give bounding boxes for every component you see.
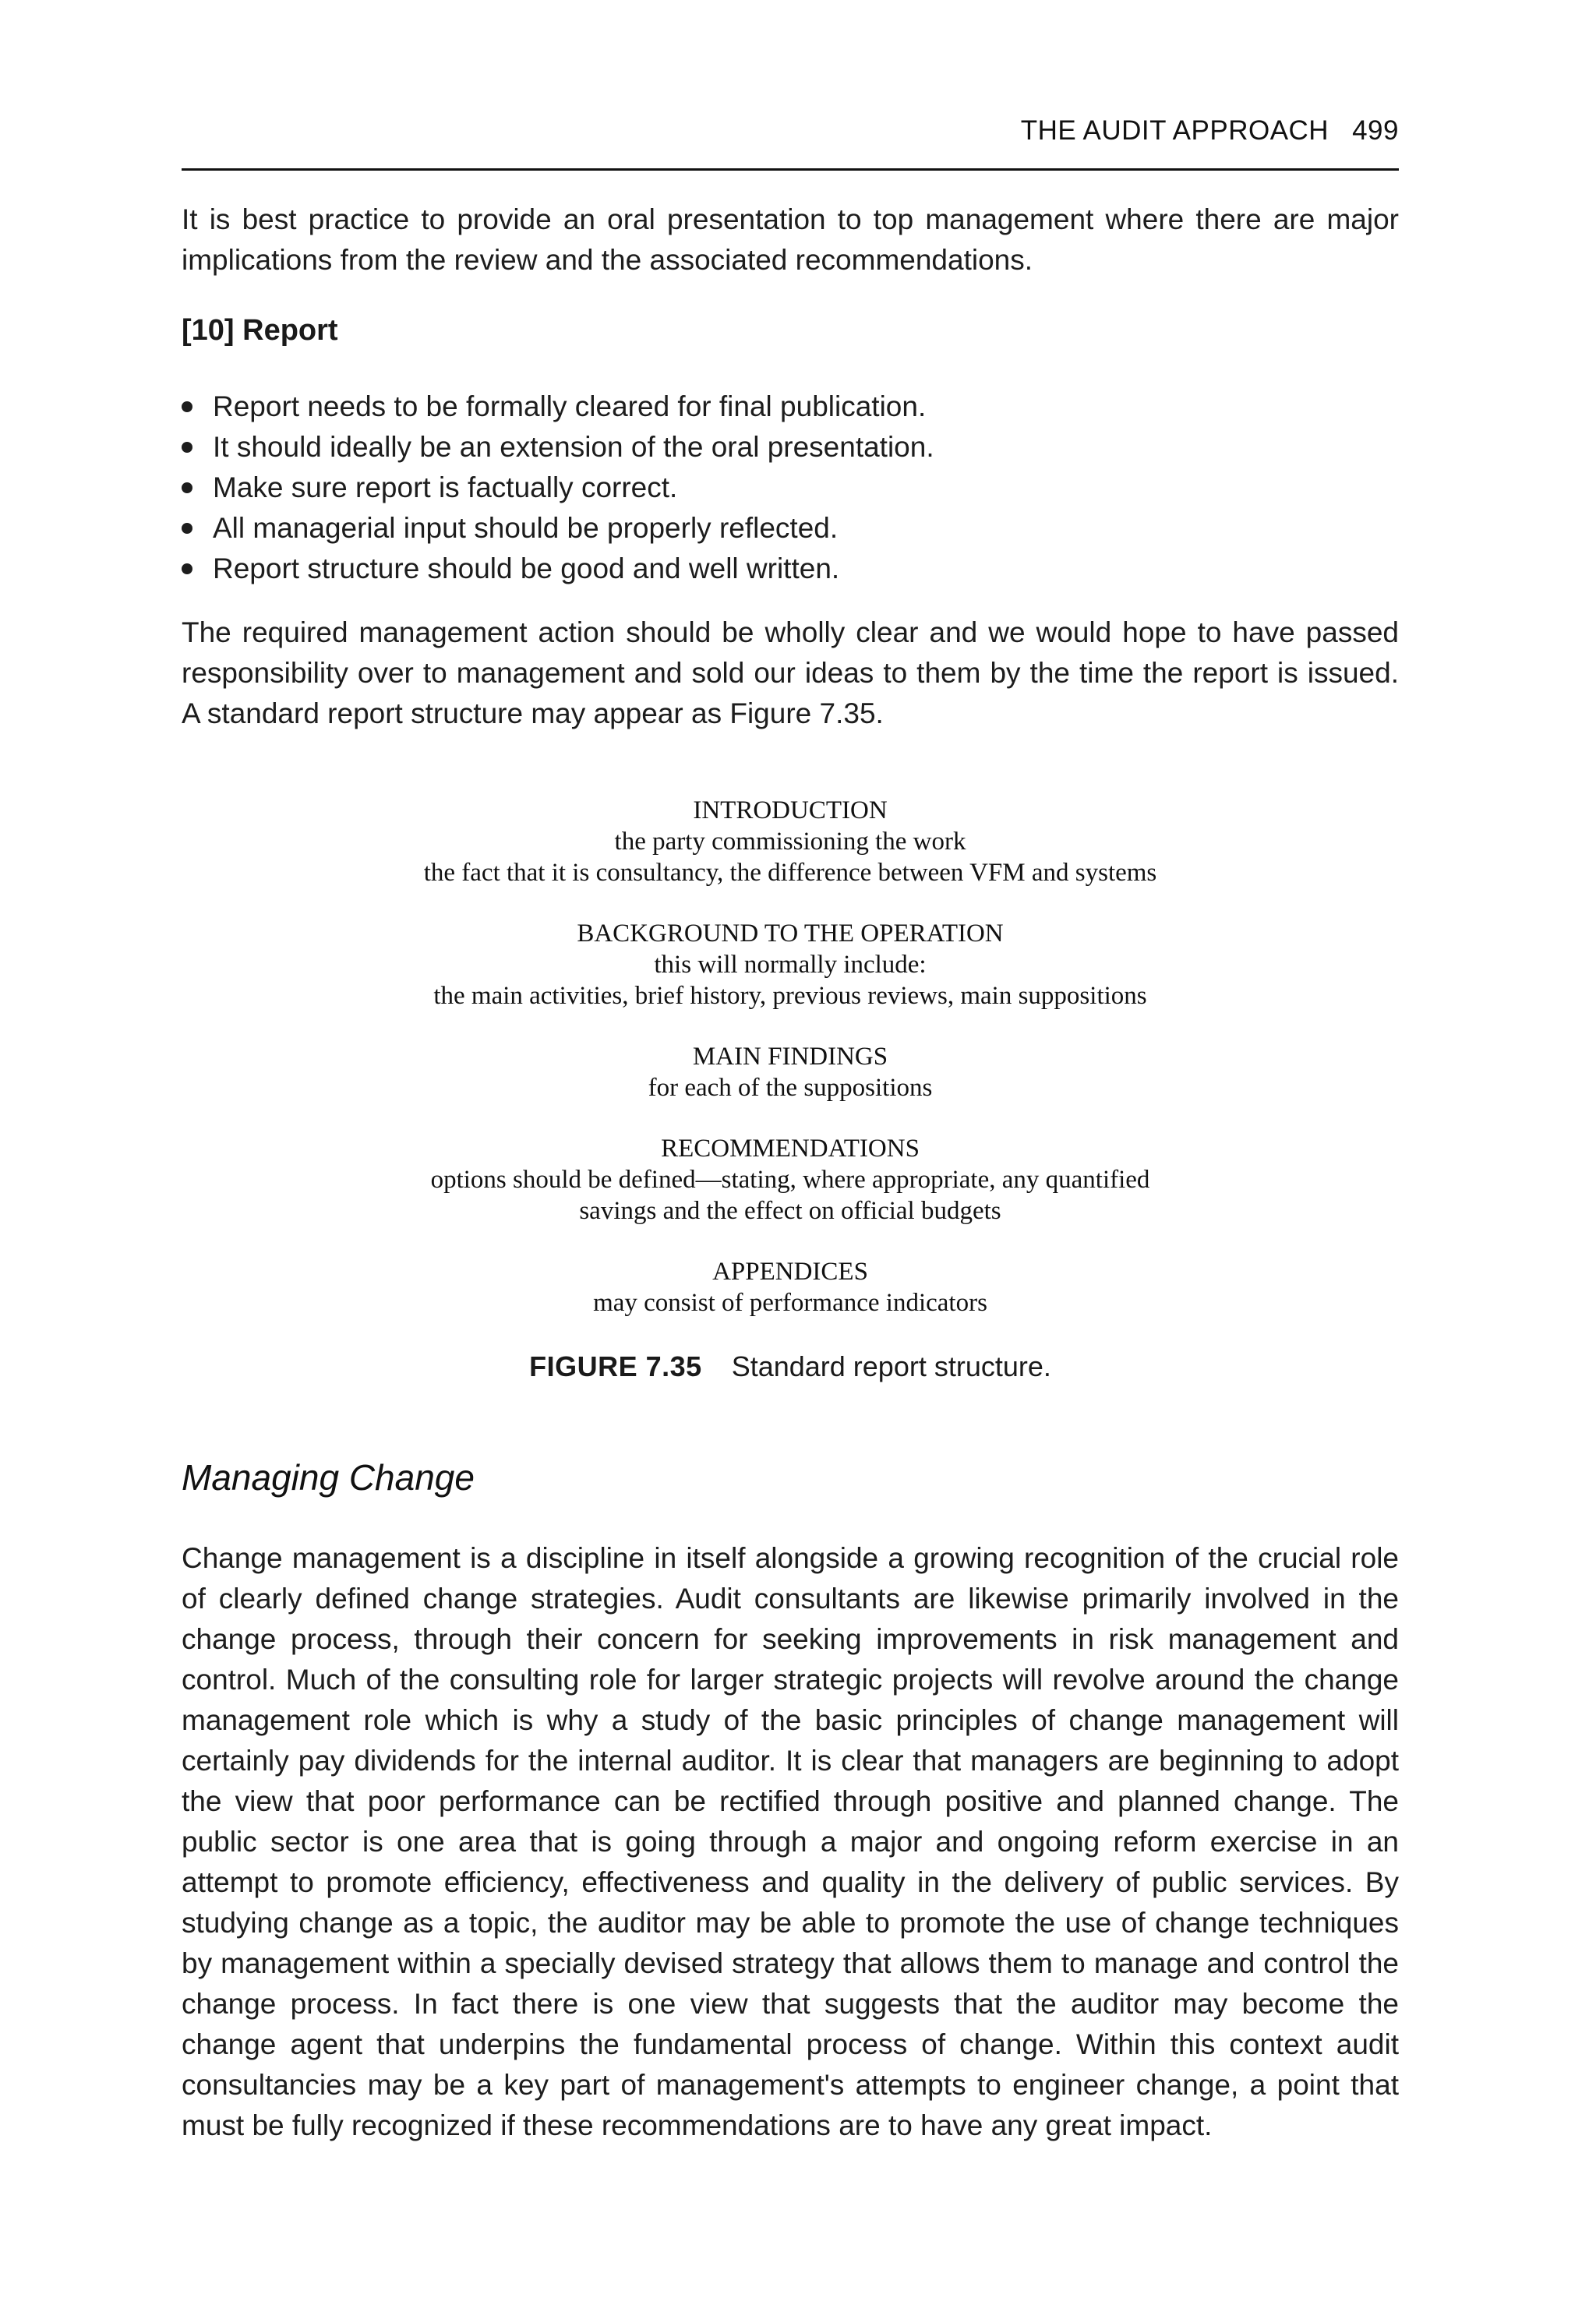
report-paragraph: The required management action should be wholly clear and we would hope to have passed responsibility over to management and sold our ideas to them by the time the report is issued. A standard report structure may appear as Figure 7.35. (182, 616, 1399, 729)
report-section-label: [10] Report (182, 314, 338, 347)
running-header (1021, 115, 1399, 146)
figure-report-structure (182, 795, 1399, 1318)
figure-caption (182, 1348, 1399, 1385)
figure-block-appendices (182, 1256, 1399, 1318)
report-bullet-list (182, 386, 1399, 589)
section-heading-managing-change: Managing Change (182, 1457, 475, 1498)
figure-block-line: for each of the suppositions (648, 1074, 933, 1102)
figure-block-heading: RECOMMENDATIONS (661, 1135, 920, 1163)
header-rule (182, 168, 1399, 171)
figure-block-line: savings and the effect on official budgets (579, 1197, 1001, 1225)
bullet-icon (182, 401, 192, 412)
bullet-icon (182, 482, 192, 493)
list-item: All managerial input should be properly reflected. (182, 508, 1399, 549)
figure-block-heading: MAIN FINDINGS (692, 1043, 888, 1071)
list-item: Report needs to be formally cleared for final publication. (182, 386, 1399, 427)
figure-block-heading: BACKGROUND TO THE OPERATION (577, 919, 1004, 948)
figure-block-recommendations (182, 1133, 1399, 1227)
list-item: Make sure report is factually correct. (182, 468, 1399, 508)
figure-block-line: may consist of performance indicators (593, 1289, 987, 1317)
list-item: Report structure should be good and well written. (182, 549, 1399, 589)
managing-change-paragraph: Change management is a discipline in itself alongside a growing recognition of the crucial role of clearly defined change strategies. Audit consultants are likewise primarily involved in the change process, through their concern for seeking improvements in risk management and control. Much of the consulting role for larger strategic projects will revolve around the change management role which is why a study of the basic principles of change management will certainly pay dividends for the internal auditor. It is clear that managers are beginning to adopt the view that poor performance can be rectified through positive and planned change. The public sector is one area that is going through a major and ongoing reform exercise in an attempt to promote efficiency, effectiveness and quality in the delivery of public services. By studying change as a topic, the auditor may be able to promote the use of change techniques by management within a specially devised strategy that allows them to manage and control the change process. In fact there is one view that suggests that the auditor may become the change agent that underpins the fundamental process of change. Within this context audit consultancies may be a key part of management's attempts to engineer change, a point that must be fully recognized if these recommendations are to have any great impact. (182, 1542, 1399, 2141)
figure-block-line: the main activities, brief history, previous reviews, main suppositions (433, 982, 1147, 1010)
page-number: 499 (1352, 115, 1399, 146)
figure-block-background (182, 918, 1399, 1011)
figure-block-introduction (182, 795, 1399, 888)
figure-caption-label: FIGURE 7.35 (529, 1350, 702, 1382)
intro-paragraph: It is best practice to provide an oral presentation to top management where there are major implications from the review and the associated recommendations. (182, 203, 1399, 276)
figure-block-line: options should be defined—stating, where appropriate, any quantified (430, 1166, 1150, 1194)
figure-caption-text: Standard report structure. (731, 1350, 1051, 1382)
page-content (182, 199, 1399, 2146)
bullet-icon (182, 563, 192, 574)
bullet-icon (182, 523, 192, 534)
figure-block-line: this will normally include: (654, 951, 927, 979)
figure-block-heading: INTRODUCTION (693, 796, 888, 824)
figure-block-heading: APPENDICES (712, 1258, 868, 1286)
list-item: It should ideally be an extension of the oral presentation. (182, 427, 1399, 468)
bullet-icon (182, 442, 192, 453)
figure-block-main-findings (182, 1041, 1399, 1103)
figure-block-line: the fact that it is consultancy, the difference between VFM and systems (423, 859, 1157, 887)
figure-block-line: the party commissioning the work (614, 828, 966, 856)
running-title: THE AUDIT APPROACH (1020, 115, 1329, 146)
